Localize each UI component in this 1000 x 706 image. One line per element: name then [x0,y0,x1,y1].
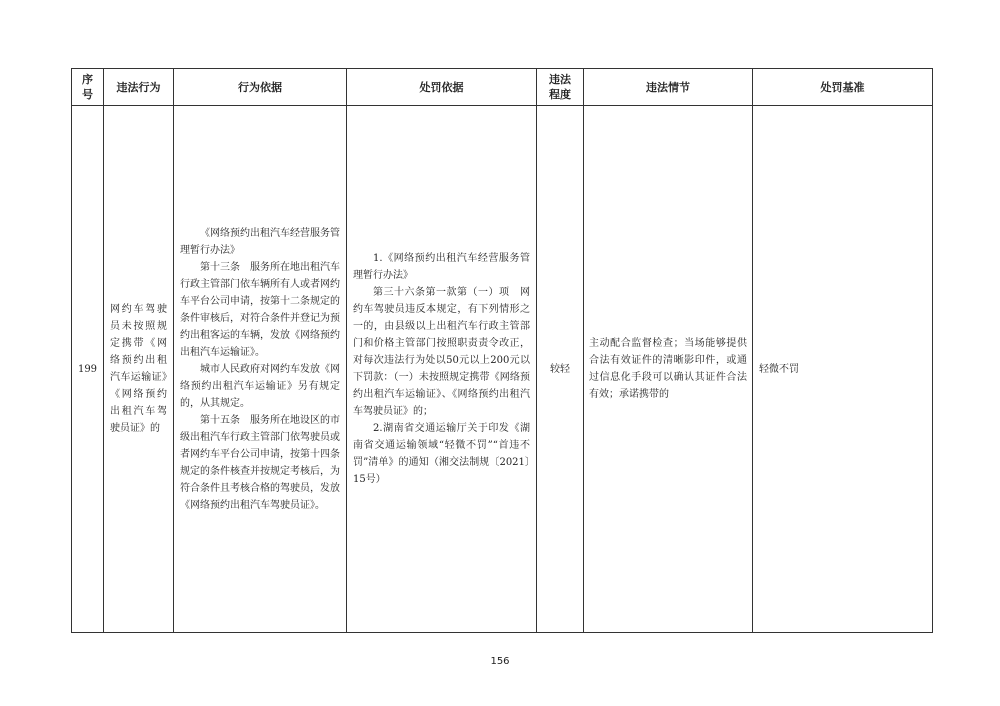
cell-penalty-basis [347,106,537,633]
basis-paragraph: 城市人民政府对网约车发放《网络预约出租汽车运输证》另有规定的，从其规定。 [180,363,340,409]
cell-penalty-standard: 轻微不罚 [753,106,933,633]
penalty-basis-paragraph: 2.湖南省交通运输厅关于印发《湖南省交通运输领域“轻微不罚”“首违不罚”清单》的通知（湘交法制规〔2021〕15号） [353,423,530,485]
cell-serial-number: 199 [72,106,104,633]
basis-paragraph: 第十三条 服务所在地出租汽车行政主管部门依车辆所有人或者网约车平台公司申请，按第十二条规定的条件审核后，对符合条件并登记为预约出租客运的车辆，发放《网络预约出租汽车运输证》。 [180,261,340,358]
header-penalty-standard: 处罚基准 [753,69,933,106]
header-serial-number: 序号 [72,69,104,106]
table-row [72,106,933,633]
cell-conduct-basis [174,106,347,633]
header-violation-circumstances: 违法情节 [584,69,753,106]
header-conduct-basis: 行为依据 [174,69,347,106]
basis-paragraph: 第十五条 服务所在地设区的市级出租汽车行政主管部门依驾驶员或者网约车平台公司申请，按第十四条规定的条件核查并按规定考核后，为符合条件且考核合格的驾驶员，发放《网络预约出租汽车驾驶员证》。 [180,414,340,511]
cell-violation-circumstances: 主动配合监督检查；当场能够提供合法有效证件的清晰影印件，或通过信息化手段可以确认其证件合法有效；承诺携带的 [584,106,753,633]
header-violation: 违法行为 [104,69,174,106]
header-violation-degree: 违法程度 [537,69,584,106]
basis-paragraph: 《网络预约出租汽车经营服务管理暂行办法》 [180,227,340,256]
penalty-basis-paragraph: 1.《网络预约出租汽车经营服务管理暂行办法》 [353,253,530,281]
page-number: 156 [490,656,510,667]
penalty-table [71,68,933,633]
cell-violation: 网约车驾驶员未按照规定携带《网络预约出租汽车运输证》《网络预约出租汽车驾驶员证》的 [104,106,174,633]
penalty-basis-paragraph: 第三十六条第一款第（一）项 网约车驾驶员违反本规定，有下列情形之一的，由县级以上出租汽车行政主管部门和价格主管部门按照职责责令改正，对每次违法行为处以50元以上200元以下罚款：（一）未按照规定携带《网络预约出租汽车运输证》、《网络预约出租汽车驾驶员证》的； [353,287,530,417]
header-row [72,69,933,106]
header-penalty-basis: 处罚依据 [347,69,537,106]
cell-violation-degree: 较轻 [537,106,584,633]
